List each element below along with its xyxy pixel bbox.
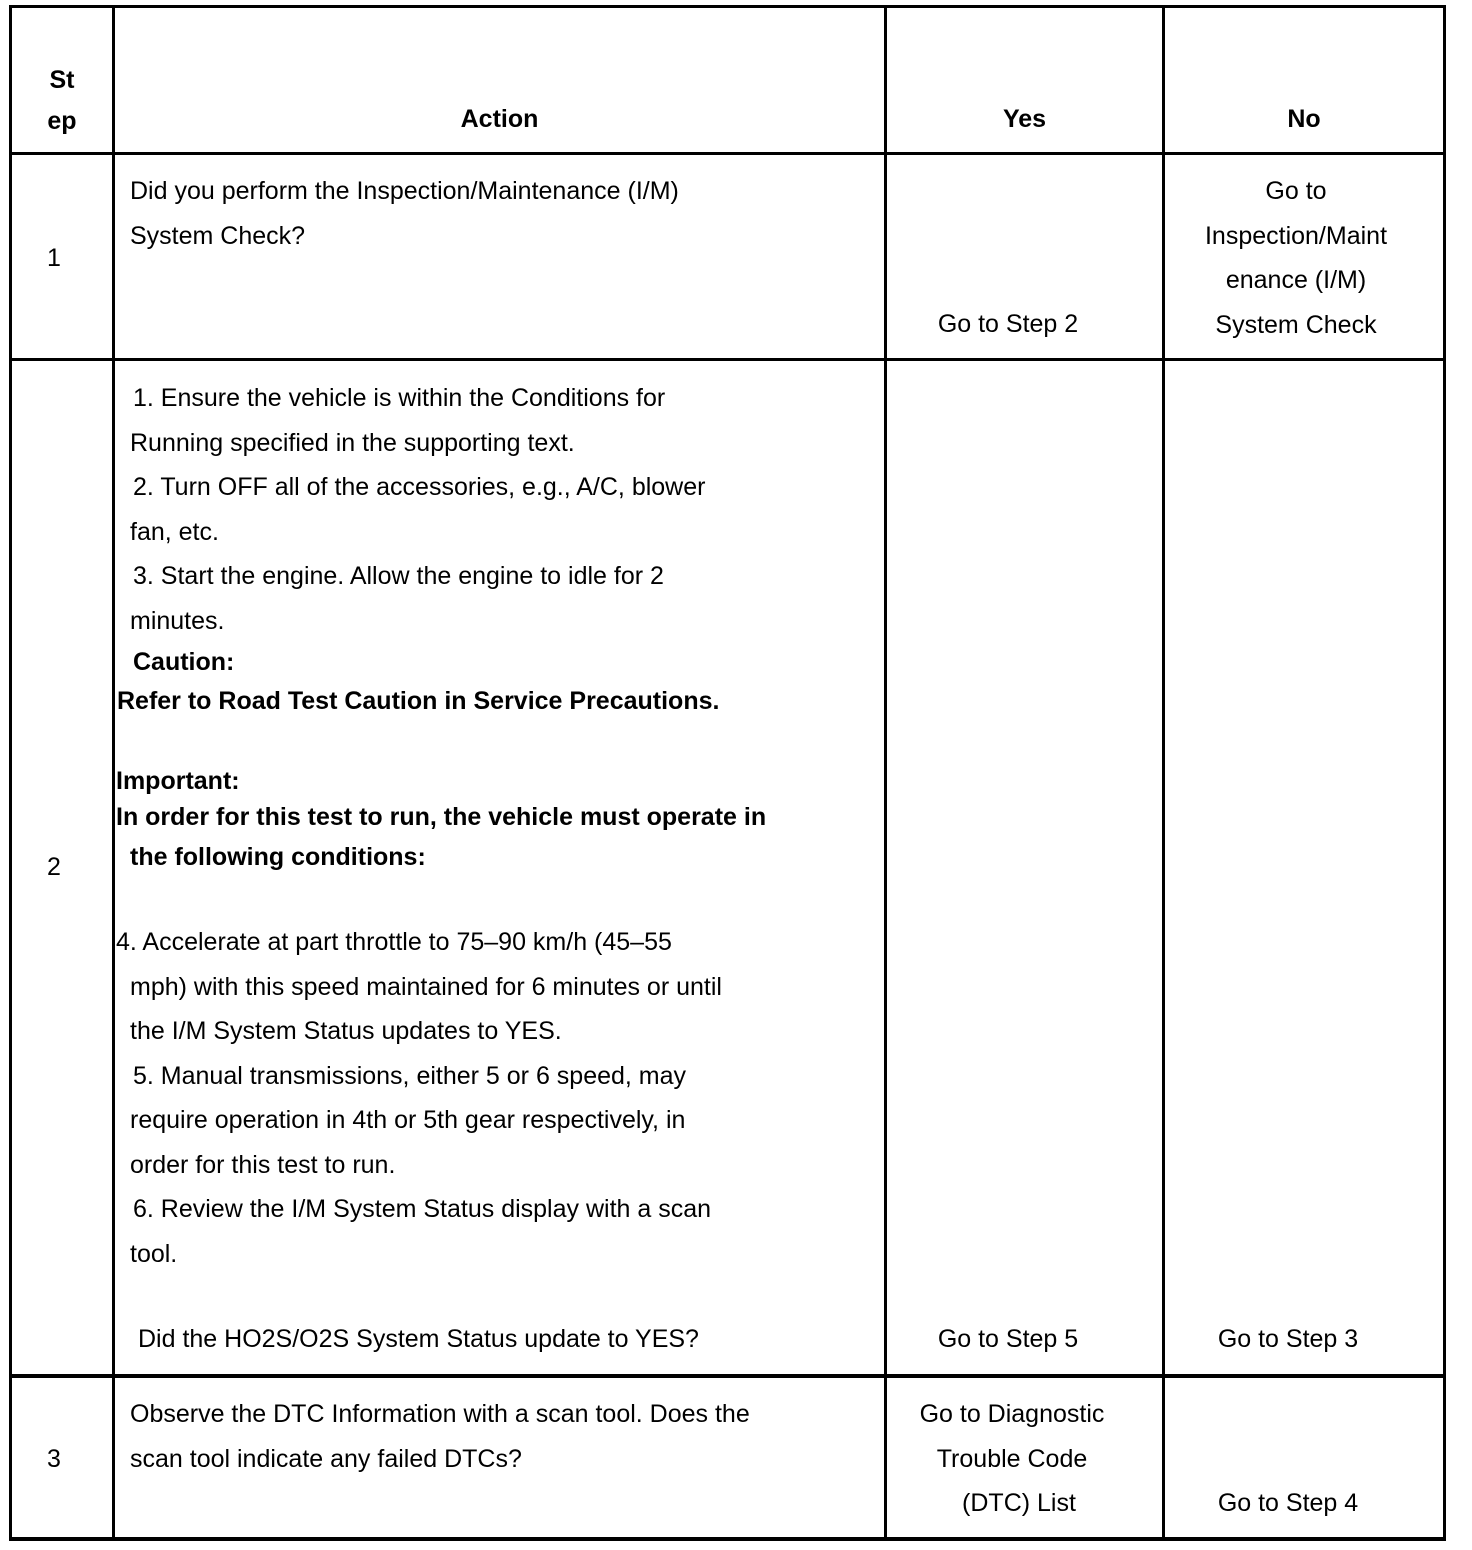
action-line: System Check?	[130, 221, 306, 250]
yes-result-line: Trouble Code	[936, 1444, 1088, 1473]
action-line: 3. Start the engine. Allow the engine to idle for 2	[133, 562, 664, 590]
column-divider	[112, 5, 115, 1541]
table-border-bottom	[9, 1537, 1446, 1541]
action-line: 1. Ensure the vehicle is within the Conditions for	[133, 384, 666, 412]
step-number: 3	[47, 1445, 61, 1473]
header-no: No	[1287, 105, 1321, 133]
table-border-right	[1443, 5, 1446, 1541]
action-line: 4. Accelerate at part throttle to 75–90 km/h (45–55	[116, 928, 672, 956]
action-line: 5. Manual transmissions, either 5 or 6 speed, may	[133, 1061, 687, 1090]
action-line: 2. Turn OFF all of the accessories, e.g., A/C, blower	[133, 473, 706, 501]
yes-result: Go to Step 5	[937, 1325, 1079, 1353]
yes-result-line: Go to Diagnostic	[919, 1400, 1105, 1428]
table-border-top	[9, 5, 1446, 8]
no-result: Go to Step 3	[1217, 1325, 1359, 1353]
step-number: 1	[47, 244, 61, 272]
action-text	[130, 169, 679, 258]
action-text	[116, 376, 705, 643]
action-line: Did you perform the Inspection/Maintenance (I/M)	[130, 177, 679, 205]
action-line: require operation in 4th or 5th gear respectively, in	[130, 1106, 686, 1134]
action-line: fan, etc.	[130, 517, 219, 546]
header-step-line: St	[49, 66, 75, 94]
action-line: order for this test to run.	[130, 1150, 396, 1179]
action-line: Observe the DTC Information with a scan tool. Does the	[130, 1400, 750, 1428]
no-result-line: enance (I/M)	[1225, 266, 1367, 294]
no-result-line: Go to	[1265, 177, 1327, 205]
yes-result	[887, 1392, 1137, 1526]
yes-result-line: (DTC) List	[962, 1489, 1076, 1517]
row-divider	[9, 152, 1446, 155]
action-line: tool.	[130, 1239, 178, 1268]
action-text	[116, 920, 722, 1276]
step-number: 2	[47, 853, 61, 881]
caution-text: Refer to Road Test Caution in Service Precautions.	[117, 687, 720, 715]
action-line: 6. Review the I/M System Status display with a scan	[133, 1195, 712, 1223]
important-line: In order for this test to run, the vehicle must operate in	[116, 803, 767, 831]
header-action: Action	[460, 105, 539, 133]
header-step	[12, 58, 112, 143]
row-divider	[9, 358, 1446, 361]
header-yes: Yes	[1002, 105, 1047, 133]
no-result	[1165, 169, 1427, 347]
yes-result: Go to Step 2	[937, 310, 1079, 338]
action-line: Running specified in the supporting text.	[130, 428, 575, 457]
row-divider	[9, 1374, 1446, 1378]
column-divider	[884, 5, 887, 1541]
important-line: the following conditions:	[130, 843, 426, 871]
no-result: Go to Step 4	[1217, 1489, 1359, 1517]
action-text	[130, 1392, 750, 1481]
important-text	[116, 797, 766, 877]
action-line: scan tool indicate any failed DTCs?	[130, 1444, 522, 1473]
action-line: minutes.	[130, 606, 225, 635]
important-label: Important:	[116, 767, 240, 795]
question-text: Did the HO2S/O2S System Status update to YES?	[138, 1325, 699, 1353]
no-result-line: Inspection/Maint	[1204, 221, 1388, 250]
action-line: mph) with this speed maintained for 6 minutes or until	[130, 972, 722, 1001]
no-result-line: System Check	[1215, 310, 1377, 339]
action-line: the I/M System Status updates to YES.	[130, 1017, 562, 1045]
header-step-line: ep	[47, 106, 77, 135]
caution-label: Caution:	[133, 648, 235, 676]
